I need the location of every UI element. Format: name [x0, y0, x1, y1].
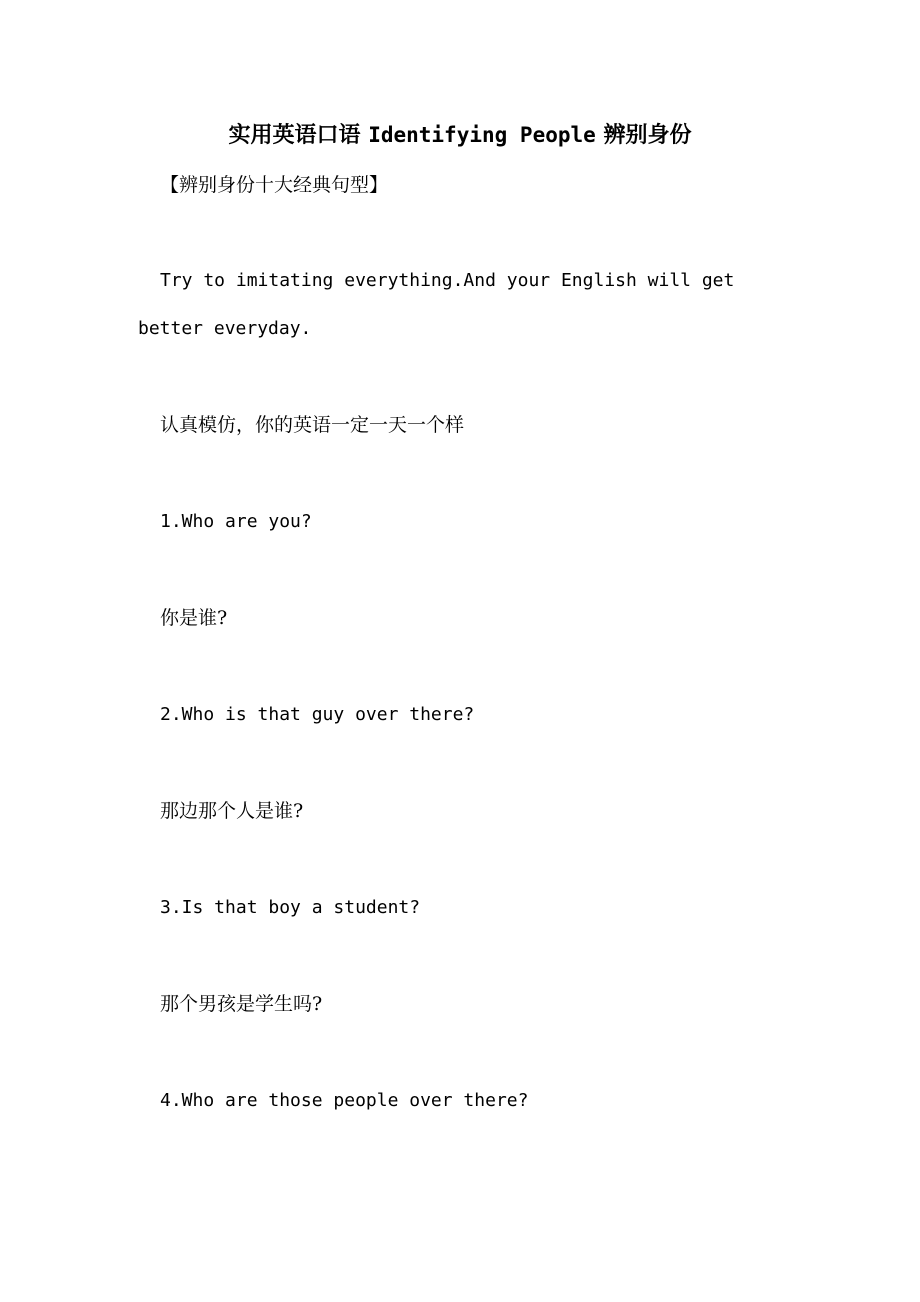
sentence-1-chinese: 你是谁? [160, 607, 228, 629]
title-english: Identifying People [368, 123, 596, 147]
title-chinese-suffix: 辨别身份 [603, 122, 692, 148]
page-title [0, 120, 920, 150]
sentence-1-english: 1.Who are you? [160, 511, 312, 532]
intro-chinese: 认真模仿，你的英语一定一天一个样 [160, 414, 465, 436]
section-heading: 【辨别身份十大经典句型】 [160, 174, 389, 196]
title-chinese-prefix: 实用英语口语 [228, 122, 361, 148]
sentence-4-english: 4.Who are those people over there? [160, 1090, 529, 1111]
sentence-3-english: 3.Is that boy a student? [160, 897, 421, 918]
intro-english-line-2: better everyday. [138, 318, 312, 339]
intro-english-line-1: Try to imitating everything.And your English will get [160, 270, 735, 291]
sentence-2-english: 2.Who is that guy over there? [160, 704, 475, 725]
sentence-3-chinese: 那个男孩是学生吗? [160, 993, 323, 1015]
sentence-2-chinese: 那边那个人是谁? [160, 800, 304, 822]
